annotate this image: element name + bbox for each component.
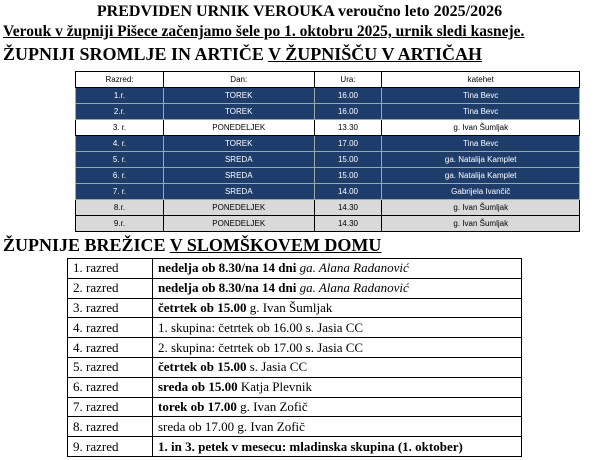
table-cell-ura: 16.00 [314, 104, 382, 120]
schedule-cell [153, 318, 522, 338]
grade-cell: 5. razred [68, 357, 153, 377]
schedule-cell [153, 437, 522, 457]
section-sromlje-artice-heading [3, 44, 482, 64]
table-cell-razred: 1.r. [76, 88, 164, 104]
table-cell-dan: TOREK [163, 136, 314, 152]
table-cell-ura: 14.30 [314, 200, 382, 216]
column-header: Razred: [76, 72, 164, 88]
schedule-bold-text: četrtek ob 15.00 [158, 299, 247, 315]
section-location: V SLOMŠKOVEM DOMU [169, 235, 382, 255]
schedule-plain-text: 2. skupina: četrtek ob 17.00 s. Jasia CC [158, 339, 364, 355]
section-lead: ŽUPNIJE BREŽICE [3, 235, 170, 255]
table-cell-katehet: Tina Bevc [382, 136, 580, 152]
grade-cell: 9. razred [68, 437, 153, 457]
list-item [68, 417, 522, 437]
schedule-bold-text: četrtek ob 15.00 [158, 359, 247, 375]
list-item [68, 357, 522, 377]
table-cell-katehet: g. Ivan Šumljak [382, 216, 580, 232]
schedule-plain-text: g. Ivan Šumljak [246, 299, 333, 315]
column-header: katehet [382, 72, 580, 88]
schedule-cell [153, 417, 522, 437]
schedule-cell [153, 259, 522, 279]
schedule-cell [153, 357, 522, 377]
schedule-cell [153, 377, 522, 397]
schedule-cell [153, 298, 522, 318]
table-row [76, 216, 580, 232]
list-item [68, 318, 522, 338]
list-item [68, 259, 522, 279]
brezice-schedule-table [67, 258, 522, 457]
list-item [68, 377, 522, 397]
table-cell-razred: 7. r. [76, 184, 164, 200]
table-cell-ura: 15.00 [314, 152, 382, 168]
table-cell-dan: TOREK [163, 104, 314, 120]
schedule-cell [153, 338, 522, 358]
table-cell-dan: PONEDELJEK [163, 216, 314, 232]
artice-schedule-table [75, 71, 580, 232]
grade-cell: 2. razred [68, 278, 153, 298]
list-item [68, 278, 522, 298]
grade-cell: 4. razred [68, 318, 153, 338]
grade-cell: 6. razred [68, 377, 153, 397]
column-header: Dan: [163, 72, 314, 88]
list-item [68, 298, 522, 318]
schedule-bold-text: nedelja ob 8.30/na 14 dni [158, 260, 297, 276]
schedule-bold-text: 1. in 3. petek v mesecu: mladinska skupina (1. oktober) [158, 438, 463, 454]
table-cell-katehet: g. Ivan Šumljak [382, 200, 580, 216]
schedule-plain-text: sreda ob 17.00 g. Ivan Zofič [158, 418, 305, 434]
table-cell-ura: 17.00 [314, 136, 382, 152]
table-cell-razred: 4. r. [76, 136, 164, 152]
column-header: Ura: [314, 72, 382, 88]
grade-cell: 7. razred [68, 397, 153, 417]
table-row [76, 104, 580, 120]
schedule-plain-text: s. Jasia CC [246, 359, 308, 375]
section-location: V ŽUPNIŠČU V ARTIČAH [268, 44, 483, 64]
table-header-row [76, 72, 580, 88]
schedule-plain-text: 1. skupina: četrtek ob 16.00 s. Jasia CC [158, 319, 364, 335]
grade-cell: 3. razred [68, 298, 153, 318]
table-cell-dan: PONEDELJEK [163, 200, 314, 216]
table-cell-katehet: Tina Bevc [382, 88, 580, 104]
table-cell-razred: 8.r. [76, 200, 164, 216]
table-row [76, 88, 580, 104]
page-title: PREDVIDEN URNIK VEROUKA veroučno leto 2025/2026 [96, 3, 503, 20]
table-cell-katehet: Tina Bevc [382, 104, 580, 120]
schedule-cell [153, 278, 522, 298]
table-cell-razred: 6. r. [76, 168, 164, 184]
table-row [76, 168, 580, 184]
grade-cell: 4. razred [68, 338, 153, 358]
table-cell-katehet: g. Ivan Šumljak [382, 120, 580, 136]
table-cell-ura: 14.30 [314, 216, 382, 232]
section-lead: ŽUPNIJI SROMLJE IN ARTIČE [3, 44, 269, 64]
table-cell-katehet: Gabrijela Ivančič [382, 184, 580, 200]
schedule-plain-text: Katja Plevnik [237, 379, 312, 395]
list-item [68, 437, 522, 457]
table-cell-razred: 5. r. [76, 152, 164, 168]
table-cell-dan: SREDA [163, 168, 314, 184]
schedule-italic-text: ga. Alana Radanović [299, 280, 409, 296]
schedule-cell [153, 397, 522, 417]
table-cell-ura: 15.00 [314, 168, 382, 184]
table-cell-dan: SREDA [163, 152, 314, 168]
table-cell-ura: 13.30 [314, 120, 382, 136]
list-item [68, 338, 522, 358]
table-row [76, 200, 580, 216]
table-cell-ura: 14.00 [314, 184, 382, 200]
table-row [76, 120, 580, 136]
start-notice: Verouk v župniji Pišece začenjamo šele po 1. oktobru 2025, urnik sledi kasneje. [3, 23, 525, 40]
schedule-plain-text: g. Ivan Zofič [236, 398, 308, 414]
grade-cell: 8. razred [68, 417, 153, 437]
table-cell-razred: 3. r. [76, 120, 164, 136]
table-cell-dan: TOREK [163, 88, 314, 104]
schedule-italic-text: ga. Alana Radanović [299, 260, 409, 276]
table-cell-dan: SREDA [163, 184, 314, 200]
schedule-bold-text: torek ob 17.00 [158, 398, 237, 414]
table-row [76, 136, 580, 152]
table-cell-razred: 9.r. [76, 216, 164, 232]
table-row [76, 152, 580, 168]
schedule-bold-text: sreda ob 15.00 [158, 379, 238, 395]
table-cell-katehet: ga. Natalija Kamplet [382, 168, 580, 184]
table-cell-ura: 16.00 [314, 88, 382, 104]
grade-cell: 1. razred [68, 259, 153, 279]
table-cell-razred: 2.r. [76, 104, 164, 120]
section-brezice-heading [3, 235, 381, 255]
list-item [68, 397, 522, 417]
table-cell-katehet: ga. Natalija Kamplet [382, 152, 580, 168]
table-cell-dan: PONEDELJEK [163, 120, 314, 136]
schedule-bold-text: nedelja ob 8.30/na 14 dni [158, 280, 297, 296]
table-row [76, 184, 580, 200]
